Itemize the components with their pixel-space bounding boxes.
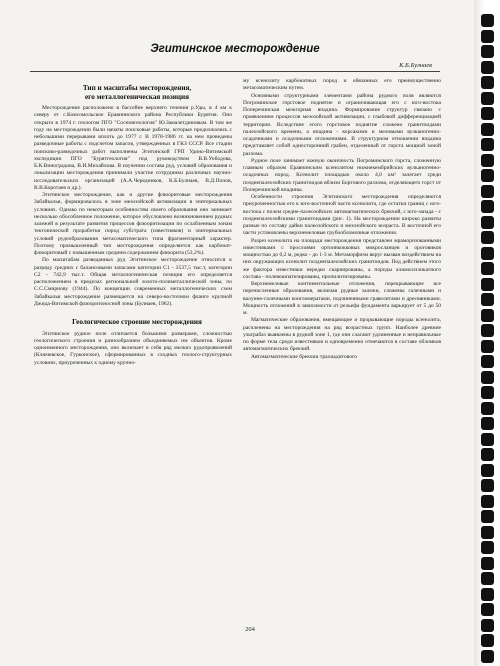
section-heading-line: Тип и масштабы месторождения, (82, 84, 192, 92)
binding-hole (481, 510, 494, 523)
binding-hole (481, 92, 494, 105)
binding-hole (481, 634, 494, 647)
section-heading-type (34, 84, 232, 101)
binding-hole (481, 495, 494, 508)
section-heading-line: Геологическое строение месторождения (72, 318, 202, 326)
paragraph: Особенности строения Эгитинского месторождения определяются приуроченностью его к юго-восточной части ксенолита, где остатки границ с юго-востока с полем средне-палеозойских автомагматических брекчий, с юго-запада - с позднепалеозойскими гранитоидами (рис. 1). На месторождении широко развиты разные по составу дайки палеозойского и мезозойского возраста. В восточной его части установлены верхнемеловые грубообломочные отложения. (243, 194, 441, 237)
binding-hole (481, 107, 494, 120)
paragraph: По масштабам разведанных руд Эгитинское месторождение относится к разряду средних с балансовыми запасами категории C1 - 3537,5 тыс.т, категории C2 - 742,9 тыс.т. Общая металлогеническая позиция его определяется расположением в пределах региональной золото-полиметаллической зоны, по С.С.Смирнову (1944). По концепции современных металлогенических схем Забайкалья месторождение размещается на северо-восточном фланге крупной Джида-Витимской флюоритоносной зоны (Булнаев, 1962). (34, 257, 232, 307)
paragraph: му ксенолиту карбонатных пород и обязанных его преимущественно метасоматическим путем. (243, 78, 441, 92)
binding-hole (481, 185, 494, 198)
binding-hole (481, 324, 494, 337)
paragraph: Эгитинское месторождение, как и другие флюоритовые месторождения Забайкалья, формировалось в зоне мезозойской активизации в эпитермальных условиях. Однако по некоторым особенностям своего образования оно занимает несколько обособленное положение, которое обусловлено возникновением рудных залежей в результате развития процессов флюоритизации по ослабленным зонам тектонической проработки пород субстрата (известняков) и эпитермальных условий рудообразования метасоматического типа фрагментарный характер. Поэтому промышленный тип месторождения определяется как карбонат-флюоритовый с повышенным средним содержанием флюорита (53,2%). (34, 192, 232, 256)
binding-hole (481, 541, 494, 554)
binding-hole (481, 247, 494, 260)
binding-hole (481, 603, 494, 616)
spiral-binding (474, 0, 500, 666)
binding-hole (481, 386, 494, 399)
binding-hole (481, 45, 494, 58)
binding-hole (481, 154, 494, 167)
article-author: К.Б.Булнаев (399, 62, 432, 69)
binding-hole (481, 231, 494, 244)
binding-hole (481, 293, 494, 306)
binding-hole (481, 402, 494, 415)
binding-hole (481, 650, 494, 663)
paragraph: Автомагматические брекчии трахиадитового (251, 353, 357, 360)
binding-hole (481, 588, 494, 601)
binding-hole (481, 61, 494, 74)
binding-hole (481, 433, 494, 446)
binding-hole (481, 138, 494, 151)
binding-hole (481, 262, 494, 275)
binding-hole (481, 355, 494, 368)
right-column (243, 78, 441, 361)
binding-hole (481, 14, 494, 27)
title-divider (30, 71, 440, 72)
binding-hole (481, 216, 494, 229)
paragraph: Разрез ксенолита на площади месторождения представлен мраморизованными известняками с прослоями ортоинкокковых микросланцев и ороговиков мощностью до 0,2 м, редко - до 1-3 м. Метаморфизм вкруг вызван воздействием на них окружающих ксенолит позднепалеозойских гранитоидов. Под действием этого же фактора известняки нередко скарнированы, а породы алюмосиликатного состава - полевошпатизированы, пропилитизированы. (243, 237, 441, 280)
paragraph: Магматические образования, вмещающие и прорывающие породы ксенолита, расчленены на месторождения на ряд возрастных групп. Наиболее древние ультрабаз выявлены в рудной зоне 1, где они слагают удлиненные и неправильные по форме тела среди известняков и одновременно отмечаются в составе обломков автомагматических брекчий. (243, 317, 441, 353)
binding-hole (481, 340, 494, 353)
paragraph: Эгитинское рудное поле отличается большими размерами, сложностью геологического строения и разнообразием объединяемых им объектов. Кроме одноименного месторождения, оно включает в себя ряд мелких рудопроявлений (Ключевское, Гурконское), сформированных в сходных геолого-структурных условиях, приуроченных к одному крупно- (34, 330, 232, 366)
binding-hole (481, 619, 494, 632)
section-heading-geology (34, 318, 232, 327)
binding-hole (481, 278, 494, 291)
binding-hole (481, 448, 494, 461)
binding-hole (481, 464, 494, 477)
section-heading-line: его металлогеническая позиция (84, 92, 190, 101)
binding-hole (481, 30, 494, 43)
binding-hole (481, 526, 494, 539)
binding-hole (481, 572, 494, 585)
binding-hole (481, 479, 494, 492)
left-column (34, 78, 232, 367)
article-title: Эгитинское месторождение (150, 43, 320, 55)
binding-hole (481, 123, 494, 136)
binding-hole (481, 76, 494, 89)
paragraph: Рудное поле занимает южную окончность Погроминского горста, сложенную главным образом Еравнинским ксенолитом нижнекембрийских вулканогенно-осадочных пород. Ксенолит площадью около 4,0 км² залегает среди позднепалеозойских гранитоидов вблизи Бортового разлома, отделяющего горст от Поперечинской впадины. (243, 157, 441, 193)
paragraph: Основными структурными элементами района рудного поля являются Погроминское горстовое поднятие и ограничивающая его с юго-востока Поперечинская межгорная впадина. Формирование структур связано с проявлением процессов мезозойской активизации, с глыбовой дифференциацией территории. Вследствие этого горстовое поднятие сложено гранитоидами палеозойского времени, а впадина - корсакими и меловыми вулканогенно-осадочными и осадочными отложениями. В структурном отношении впадина представляет собой односторонний грабен, отделенный от горста мощной зоной разлома. (243, 92, 441, 157)
binding-hole (481, 371, 494, 384)
binding-hole (481, 309, 494, 322)
binding-hole (481, 169, 494, 182)
page-number: 204 (245, 626, 255, 633)
paragraph: Месторождение расположено в бассейне верхнего течения р.Уды, в 4 км к северу от с.Комсомольское Еравнинского района Республики Бурятия. Оно открыто в 1974 г. геологом ПГО "Сосновгеология" Ю.Замалетдиновым. В том же году на месторождении были начаты поисковые работы, которые продолжались с небольшими перерывами вплоть до 1977 г. В 1978-1986 гг. на нем проведены разведочные работы с подсчетом запасов, утвержденных в ГКЗ СССР. Все стадии поисково-разведочных работ выполнены Эгитинской ГРП Удино-Витимской экспедиции ПГО "Бурятгеология" под руководством В.В.Уободова, Б.К.Виноградова, В.И.Михайлова. В изучении состава руд, условий образования и локализации месторождения принимали участие сотрудники различных научно-исследовательских организаций (А.А.Чередников, К.Б.Булнаев, В.Д.Попов, В.В.Коротаев и др.). (34, 105, 232, 191)
paragraph: Верхнемеловые континентальные отложения, перекрывающие все перечисленные образования, включая рудные залежи, сложены галечными и валунно-галечными конгломератами, подчиненными гравелитами и дресвяниками. Мощность отложений в зависимости от рельефа фундамента варьирует от 5 до 50 м. (243, 281, 441, 316)
binding-hole (481, 200, 494, 213)
binding-hole (481, 557, 494, 570)
binding-hole (481, 417, 494, 430)
